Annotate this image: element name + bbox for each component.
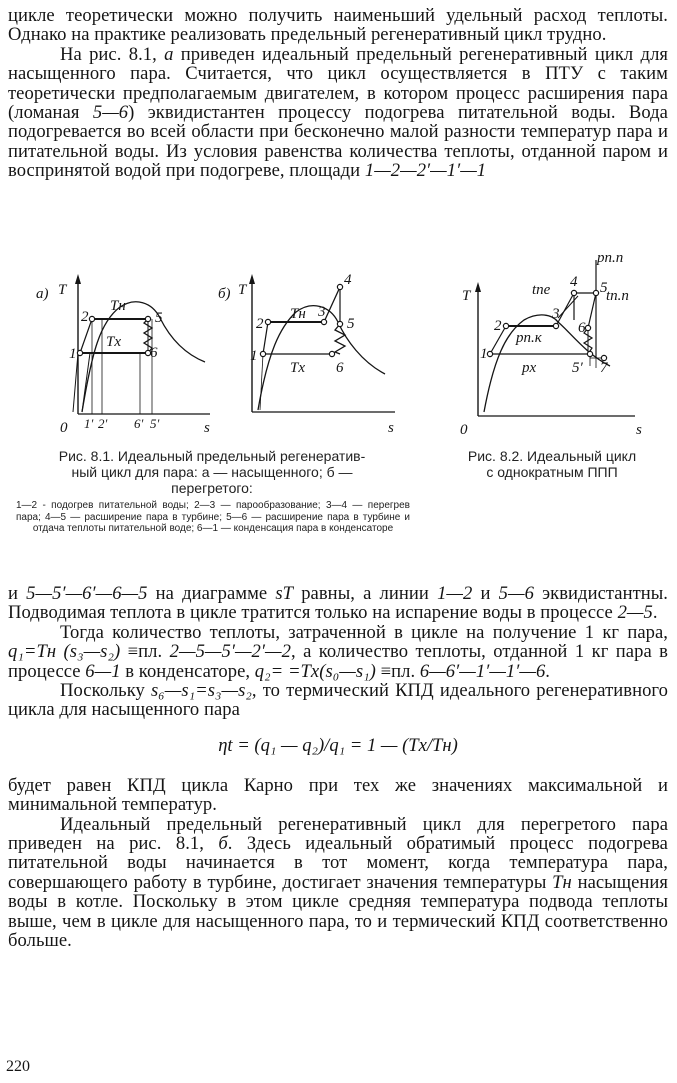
page-number: 220 xyxy=(6,1058,30,1075)
point-label: 3 xyxy=(552,306,560,322)
text-run: ≡пл. xyxy=(375,660,420,682)
point-label: 1 xyxy=(69,346,77,362)
diagram-a-label: а) xyxy=(36,286,49,302)
text-run: . Здесь идеальный обратимый процесс подогрева питательной воды начинается в тот момент, когда температура пара, совершающего работу в турбине, достигает значения температуры xyxy=(8,833,668,893)
point-label: 6 xyxy=(578,320,586,336)
point-label: 4 xyxy=(344,272,352,288)
diagram-8-2-labels xyxy=(460,250,642,438)
caption-line: с однократным ППП xyxy=(486,464,618,480)
axis-s-label: s xyxy=(388,420,394,436)
text-run: Tн xyxy=(552,871,572,893)
tpp-label: tп.п xyxy=(606,288,629,304)
text-run: Поскольку xyxy=(60,680,151,702)
text-run: . xyxy=(545,660,550,682)
point-label: 1 xyxy=(480,346,488,362)
axis-t-label: T xyxy=(462,288,471,304)
point-label: 4 xyxy=(570,274,578,290)
diagram-b-label: б) xyxy=(218,286,231,302)
ppp-label: pп.п xyxy=(597,250,624,266)
point-label: 1 xyxy=(250,348,258,364)
tick-label: 5′ xyxy=(150,416,160,431)
text-run: s₆—s₁=s₃—s₂ xyxy=(150,680,252,702)
text-run: ) эквидистантен процессу подогрева питательной воды. Вода подогревается во всей области при бесконечно малой разности температур пара и питательной воды. Из условия равенства количества теплоты, отданной паром и воспринятой водой при подогреве, площади xyxy=(8,102,668,182)
text-run: насыщения воды в котле. Поскольку в этом цикле средняя температура подвода теплоты выше, чем в цикле для насыщенного пара, то и термический КПД соответственно больше. xyxy=(8,871,668,952)
figure-8-1 xyxy=(0,262,420,442)
text-run: и xyxy=(472,583,499,604)
text-run: q₁=Tн (s₃—s₂) xyxy=(8,641,121,663)
point-label: 2 xyxy=(256,316,264,332)
diagram-a xyxy=(72,274,210,414)
px-label: px xyxy=(522,360,537,376)
text-run: 2—5—5′—2′—2 xyxy=(169,641,291,663)
figure-8-1-caption xyxy=(12,448,412,496)
caption-line: Рис. 8.2. Идеальный цикл xyxy=(467,448,637,464)
axis-t-label: T xyxy=(58,282,67,298)
point-label: 2 xyxy=(81,309,89,325)
figure-8-2-caption xyxy=(432,448,672,480)
figure-8-1-legend: 1—2 - подогрев питательной воды; 2—3 — парообразование; 3—4 — перегрев пара; 4—5 — расширение пара в турбине; 5—6 — расширение пара в турбине и отдача теплоты питательной воде; 6—1 — конденсация пара в конденсаторе xyxy=(16,500,410,535)
text-run: равны, а линии xyxy=(293,583,438,604)
bottom-text-block xyxy=(8,584,668,951)
text-run: q₂= =Tx(s₀—s₁) xyxy=(254,660,376,682)
diagram-8-2 xyxy=(475,260,635,416)
text-run: 1—2—2′—1′—1 xyxy=(364,160,487,182)
point-label: 6 xyxy=(336,360,344,376)
text-run: , а количество теплоты, отданной 1 кг пара в процессе xyxy=(8,641,668,682)
point-label: 6 xyxy=(150,345,158,361)
text-run: sT xyxy=(275,583,294,604)
point-label: 5′ xyxy=(572,360,583,376)
axis-t-label: T xyxy=(238,282,247,298)
axis-s-label: s xyxy=(204,420,210,436)
efficiency-formula: ηt = (q₁ — q₂)/q₁ = 1 — (Tx/Tн) xyxy=(218,734,458,756)
text-run: На рис. 8.1, xyxy=(60,43,165,65)
text-run: Идеальный предельный регенеративный цикл для перегретого пара приведен на рис. 8.1, xyxy=(8,813,668,855)
paragraph-5 xyxy=(8,681,668,720)
paragraph-1: цикле теоретически можно получить наименьший удельный расход теплоты. Однако на практике реализовать предельный регенеративный цикл трудно. xyxy=(8,5,668,46)
figure-8-2-diagram xyxy=(440,248,670,443)
axis-s-label: s xyxy=(636,422,642,438)
caption-line: ный цикл для пара: а — насыщенного; б — xyxy=(71,464,353,480)
figure-8-1-diagrams xyxy=(0,262,420,442)
paragraph-4 xyxy=(8,623,668,681)
text-run: б xyxy=(218,833,228,855)
figure-8-2 xyxy=(440,248,670,443)
paragraph-7 xyxy=(8,815,668,951)
tpe-label: tпе xyxy=(532,282,551,298)
text-run: 6—1 xyxy=(85,660,121,682)
th-label: Tн xyxy=(290,306,306,322)
text-run: приведен идеальный предельный регенеративный цикл для насыщенного пара. Считается, что цикл осуществляется в ПТУ с таким теоретически предполагаемым двигателем, в котором процесс расширения пара (ломаная xyxy=(8,43,668,124)
th-label: Tн xyxy=(110,298,126,314)
text-run: ≡пл. xyxy=(120,641,170,663)
diagram-b xyxy=(249,274,395,412)
text-run: 2—5 xyxy=(617,602,653,624)
ppk-label: pп.к xyxy=(516,330,542,346)
origin-label: 0 xyxy=(460,422,468,438)
text-run: 5—6 xyxy=(92,102,129,124)
origin-label: 0 xyxy=(60,420,68,436)
point-label: 2 xyxy=(494,318,502,334)
text-run: 1—2 xyxy=(437,583,473,604)
paragraph-3 xyxy=(8,584,668,623)
text-run: эквидистантны. Подводимая теплота в цикле тратится только на испарение воды в процессе xyxy=(8,583,668,624)
point-label: 3 xyxy=(318,304,326,320)
text-run: 6—6′—1′—1′—6 xyxy=(419,660,546,682)
paragraph-6: будет равен КПД цикла Карно при тех же значениях максимальной и минимальной температур. xyxy=(8,774,668,816)
text-run: на диаграмме xyxy=(147,583,276,604)
tx-label: Tx xyxy=(290,360,305,376)
caption-line: перегретого: xyxy=(171,480,253,496)
point-label: 5 xyxy=(347,316,355,332)
point-label: 7 xyxy=(600,360,608,376)
text-run: 5—5′—6′—6—5 xyxy=(26,583,148,604)
text-run: в конденсаторе, xyxy=(120,660,255,682)
caption-line: Рис. 8.1. Идеальный предельный регенератив- xyxy=(58,448,366,464)
text-run: а xyxy=(164,43,174,65)
top-text-block xyxy=(8,6,668,181)
tick-label: 2′ xyxy=(98,416,108,431)
text-run: , то термический КПД идеального регенеративного цикла для насыщенного пара xyxy=(8,680,668,721)
diagram-a-labels xyxy=(36,282,210,436)
tick-label: 1′ xyxy=(84,416,94,431)
point-label: 5 xyxy=(600,280,608,296)
point-label: 5 xyxy=(155,310,163,326)
tick-label: 6′ xyxy=(134,416,144,431)
tx-label: Tx xyxy=(106,334,121,350)
text-run: 5—6 xyxy=(498,583,534,604)
paragraph-2 xyxy=(8,45,668,181)
text-run: . xyxy=(652,602,658,624)
text-run: Тогда количество теплоты, затраченной в цикле на получение 1 кг пара, xyxy=(60,621,668,643)
text-run: и xyxy=(8,583,27,604)
